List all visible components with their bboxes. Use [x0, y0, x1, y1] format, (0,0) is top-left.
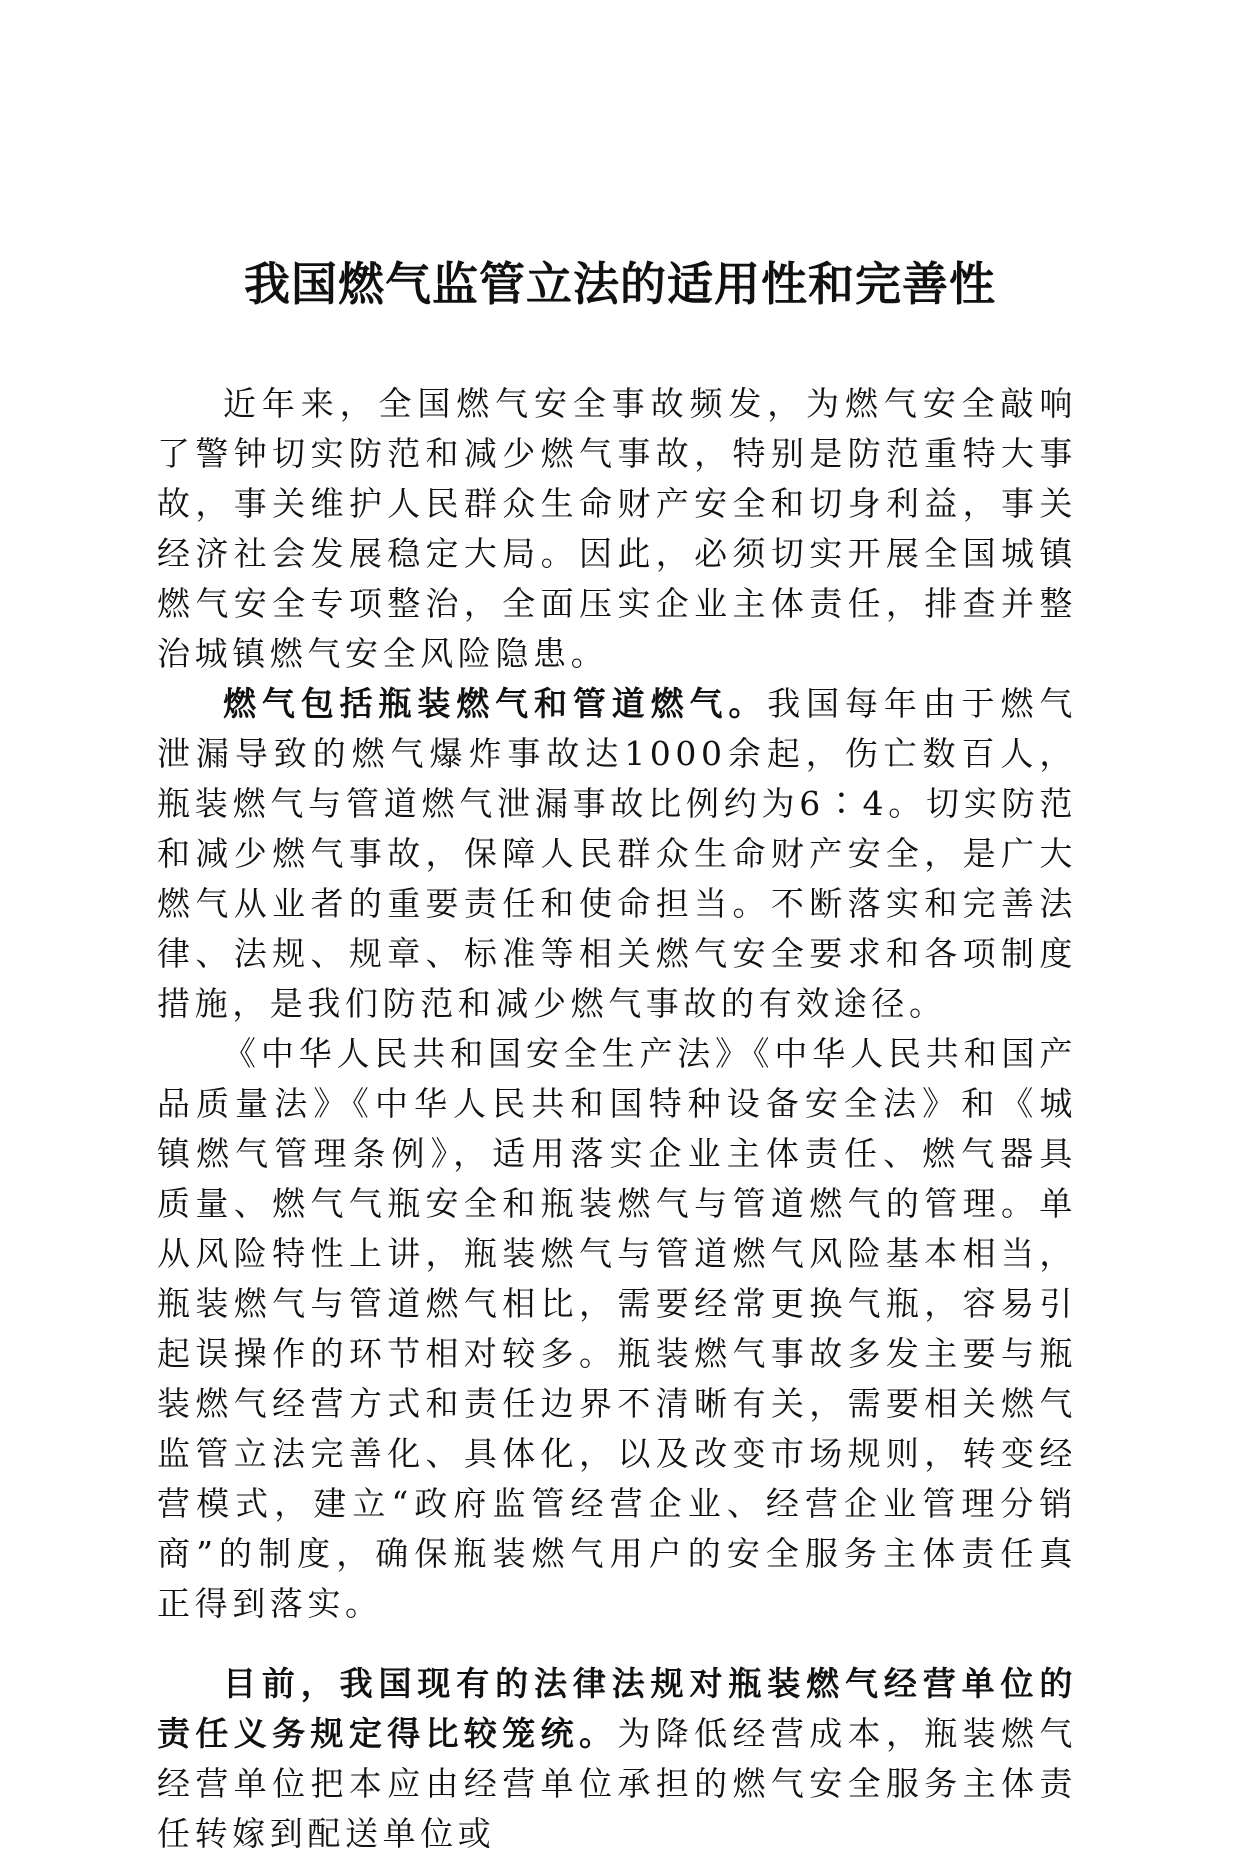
paragraph-current-status — [157, 1659, 1077, 1859]
paragraph-text: 近年来，全国燃气安全事故频发，为燃气安全敲响了警钟切实防范和减少燃气事故，特别是防范重特大事故，事关维护人民群众生命财产安全和切身利益，事关经济社会发展稳定大局。因此，必须切实开展全国城镇燃气安全专项整治，全面压实企业主体责任，排查并整治城镇燃气安全风险隐患。 — [157, 384, 1077, 673]
paragraph-intro — [157, 379, 1077, 679]
paragraph-laws — [157, 1029, 1077, 1629]
paragraph-text: 为降低经营成本，瓶装燃气经营单位把本应由经营单位承担的燃气安全服务主体责任转嫁到配送单位或 — [157, 1714, 1078, 1853]
paragraph-gas-types — [157, 679, 1077, 1029]
document-title: 我国燃气监管立法的适用性和完善性 — [244, 257, 996, 311]
paragraph-lead: 燃气包括瓶装燃气和管道燃气。 — [223, 684, 768, 723]
paragraph-text: 《中华人民共和国安全生产法》《中华人民共和国产品质量法》《中华人民共和国特种设备安全法》和《城镇燃气管理条例》，适用落实企业主体责任、燃气器具质量、燃气气瓶安全和瓶装燃气与管道燃气的管理。单从风险特性上讲，瓶装燃气与管道燃气风险基本相当，瓶装燃气与管道燃气相比，需要经常更换气瓶，容易引起误操作的环节相对较多。瓶装燃气事故多发主要与瓶装燃气经营方式和责任边界不清晰有关，需要相关燃气监管立法完善化、具体化，以及改变市场规则，转变经营模式，建立“政府监管经营企业、经营企业管理分销商”的制度，确保瓶装燃气用户的安全服务主体责任真正得到落实。 — [157, 1034, 1077, 1623]
paragraph-text: 我国每年由于燃气泄漏导致的燃气爆炸事故达1000余起，伤亡数百人，瓶装燃气与管道燃气泄漏事故比例约为6∶4。切实防范和减少燃气事故，保障人民群众生命财产安全，是广大燃气从业者的重要责任和使命担当。不断落实和完善法律、法规、规章、标准等相关燃气安全要求和各项制度措施，是我们防范和减少燃气事故的有效途径。 — [157, 684, 1077, 1023]
document-body — [157, 379, 1077, 1859]
paragraph-lead: 目前，我国现有的法律法规对瓶装燃气经营单位的责任义务规定得比较笼统。 — [157, 1664, 1077, 1753]
